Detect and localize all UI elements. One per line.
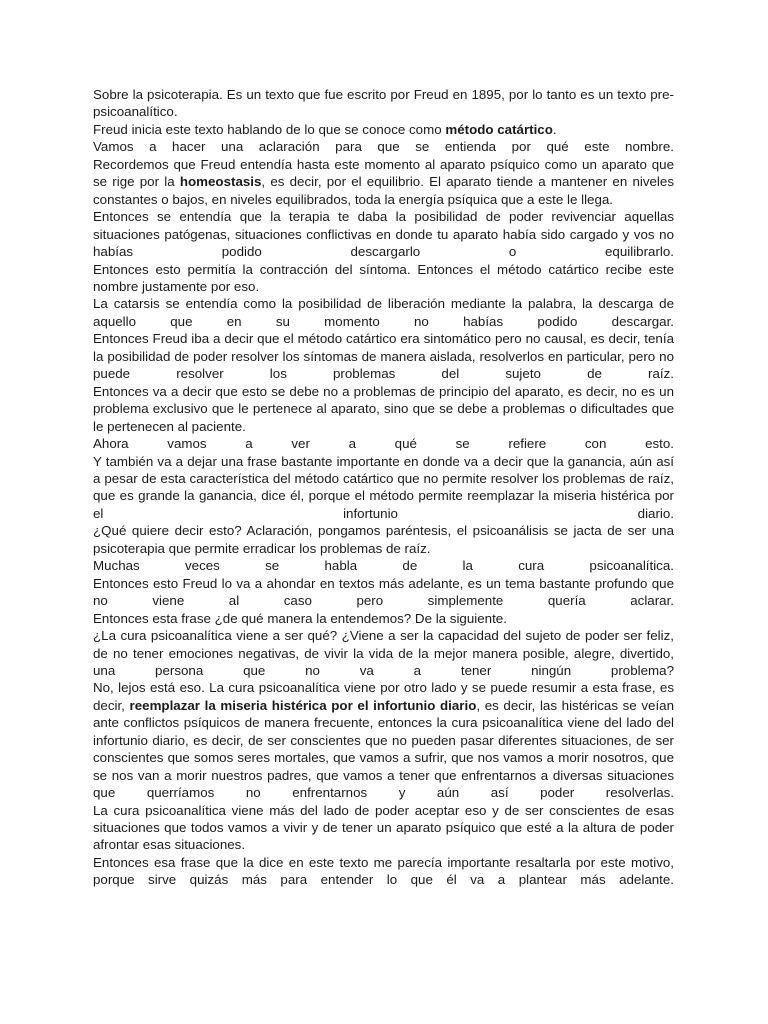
document-page <box>93 86 674 889</box>
text-run: Entonces Freud iba a decir que el método catártico era sintomático pero no causal, es decir, tenía la posibilidad de poder resolver los síntomas de manera aislada, resolverlos en particular, pero no puede resolver los problemas del sujeto de raíz. <box>93 331 674 382</box>
paragraph <box>93 854 674 889</box>
text-run: Entonces esta frase ¿de qué manera la entendemos? De la siguiente. <box>93 610 507 626</box>
paragraph <box>93 86 674 121</box>
paragraph <box>93 330 674 382</box>
text-run: , es decir, las histéricas se veían ante conflictos psíquicos de manera frecuente, entonces la cura psicoanalítica viene del lado del infortunio diario, es decir, de ser conscientes que no pueden pasar diferentes situaciones, de ser conscientes que somos seres mortales, que vamos a sufrir, que nos vamos a morir nosotros, que se nos van a morir nuestros padres, que vamos a tener que enfrentarnos a diversas situaciones que querríamos no enfrentarnos y aún así poder resolverlas. <box>93 697 675 801</box>
paragraph <box>93 121 674 138</box>
text-run: . <box>552 121 557 137</box>
bold-text: reemplazar la miseria histérica por el infortunio diario <box>129 697 477 713</box>
text-run: Muchas veces se habla de la cura psicoanalítica. <box>93 558 674 574</box>
paragraph <box>93 383 674 435</box>
paragraph <box>93 261 674 296</box>
paragraph <box>93 610 674 627</box>
paragraph <box>93 435 674 452</box>
text-run: Entonces esto Freud lo va a ahondar en textos más adelante, es un tema bastante profundo que no viene al caso pero simplemente quería aclarar. <box>93 575 674 609</box>
text-run: Freud inicia este texto hablando de lo que se conoce como <box>93 121 446 137</box>
paragraph <box>93 156 674 208</box>
paragraph <box>93 522 674 557</box>
text-run: , es decir, por el equilibrio. El aparato tiende a mantener en niveles constantes o bajos, en niveles equilibrados, toda la energía psíquica que a este le llega. <box>93 174 674 207</box>
text-run: Sobre la psicoterapia. Es un texto que fue escrito por Freud en 1895, por lo tanto es un texto pre-psicoanalítico. <box>93 87 674 120</box>
paragraph <box>93 557 674 574</box>
text-run: Entonces esto permitía la contracción del síntoma. Entonces el método catártico recibe este nombre justamente por eso. <box>93 261 674 294</box>
text-run: Vamos a hacer una aclaración para que se entienda por qué este nombre. <box>93 139 674 155</box>
text-run: ¿La cura psicoanalítica viene a ser qué? ¿Viene a ser la capacidad del sujeto de poder ser feliz, de no tener emociones negativas, de vivir la vida de la mejor manera posible, alegre, divertido, una persona que no va a tener ningún problema? <box>93 628 674 678</box>
text-run: La cura psicoanalítica viene más del lado de poder aceptar eso y de ser conscientes de esas situaciones que todos vamos a vivir y de tener un aparato psíquico que esté a la altura de poder afrontar esas situaciones. <box>93 802 674 853</box>
text-run: ¿Qué quiere decir esto? Aclaración, pongamos paréntesis, el psicoanálisis se jacta de ser una psicoterapia que permite erradicar los problemas de raíz. <box>93 523 674 556</box>
text-run: Entonces esa frase que la dice en este texto me parecía importante resaltarla por este motivo, porque sirve quizás más para entender lo que él va a plantear más adelante. <box>93 854 674 888</box>
bold-text: método catártico <box>445 121 553 137</box>
bold-text: homeostasis <box>179 174 262 190</box>
text-run: Y también va a dejar una frase bastante importante en donde va a decir que la ganancia, aún así a pesar de esta característica del método catártico que no permite resolver los problemas de raíz, que es grande la ganancia, dice él, porque el método permite reemplazar la miseria histérica por el infortunio diario. <box>93 453 674 521</box>
paragraph <box>93 208 674 260</box>
paragraph <box>93 453 674 523</box>
paragraph <box>93 679 674 801</box>
text-run: Entonces se entendía que la terapia te daba la posibilidad de poder revivenciar aquellas situaciones patógenas, situaciones conflictivas en donde tu aparato había sido cargado y vos no habías podido descargarlo o equilibrarlo. <box>93 209 674 260</box>
paragraph <box>93 627 674 679</box>
text-run: No, lejos está eso. La cura psicoanalítica viene por otro lado y se puede resumir a esta frase, es decir, <box>93 680 674 713</box>
text-run: Entonces va a decir que esto se debe no a problemas de principio del aparato, es decir, no es un problema exclusivo que le pertenece al aparato, sino que se debe a problemas o dificultades que le pertenecen al paciente. <box>93 383 674 434</box>
paragraph <box>93 575 674 610</box>
text-run: La catarsis se entendía como la posibilidad de liberación mediante la palabra, la descarga de aquello que en su momento no habías podido descargar. <box>93 296 674 329</box>
paragraph <box>93 802 674 854</box>
paragraph <box>93 295 674 330</box>
paragraph <box>93 138 674 155</box>
text-run: Recordemos que Freud entendía hasta este momento al aparato psíquico como un aparato que se rige por la <box>93 156 674 190</box>
text-run: Ahora vamos a ver a qué se refiere con esto. <box>93 436 674 452</box>
